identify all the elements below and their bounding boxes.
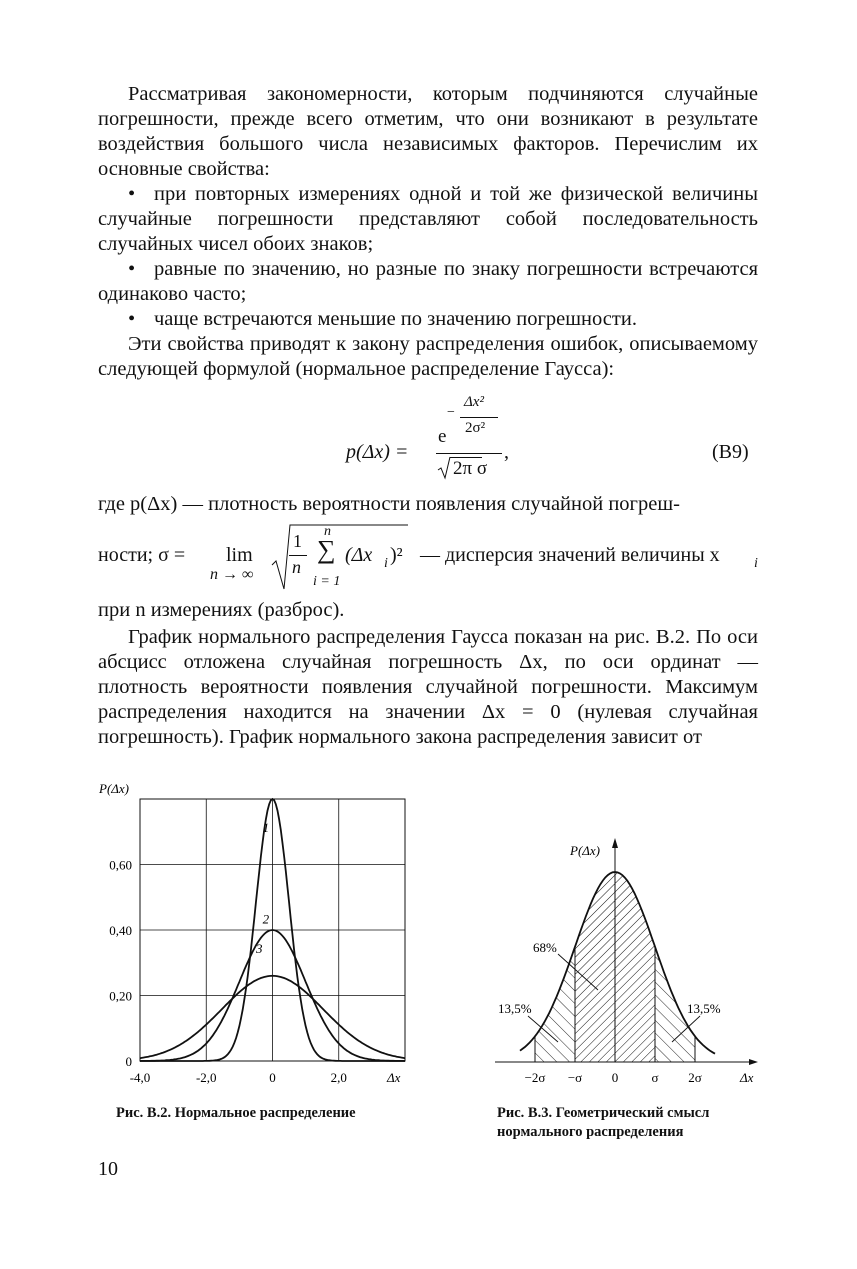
fig3-xticks [525, 1070, 702, 1085]
main-fraction-bar [436, 453, 502, 454]
fig2-ylabel: P(Δx) [99, 781, 129, 796]
fig2-xtick-label: -2,0 [195, 1070, 217, 1085]
fig2-ytick-label: 0 [125, 1054, 132, 1069]
formula-denominator: 2π σ [453, 458, 488, 479]
paragraph-2: Эти свойства приводят к закону распределения ошибок, описываемому следующей формулой (нормальное распределение Гаусса): [98, 333, 758, 380]
lim-label: lim [226, 544, 253, 566]
where-line-3: при n измерениях (разброс). [98, 599, 345, 621]
fig2-curve-label-3: 3 [255, 940, 263, 956]
fig2-yticks [109, 858, 132, 1070]
bullet-dot: • [128, 258, 136, 280]
bullet-text-2: равные по значению, но разные по знаку погрешности встречаются одинаково часто; [98, 258, 758, 305]
sum-sign: ∑ [317, 535, 336, 564]
bullet-item-3 [98, 307, 758, 332]
fig3-caption-line-1: Рис. В.3. Геометрический смысл [497, 1105, 710, 1121]
exp-base: e [438, 426, 447, 447]
where-line-2-end: — дисперсия значений величины x [420, 544, 720, 566]
fig3-xtick-label: σ [651, 1070, 659, 1085]
fig2-curve-label-1: 1 [262, 819, 270, 835]
bullet-item-1 [98, 182, 758, 257]
paragraph-3: График нормального распределения Гаусса показан на рис. В.2. По оси абсцисс отложена случайная погрешность Δx, по оси ординат — плотность вероятности появления случайной погрешности. Максимум распределения находится на значении Δx = 0 (нулевая случайная погрешность). График нормального закона распределения зависит от [98, 626, 758, 748]
where-line-1: где p(Δx) — плотность вероятности появления случайной погреш- [98, 493, 680, 515]
where-line-2-start: ности; σ = [98, 544, 186, 566]
bullet-item-2 [98, 257, 758, 307]
bullet-dot: • [128, 308, 136, 330]
fig3-caption-line-2: нормального распределения [497, 1124, 684, 1140]
fig2-xlabel: Δx [387, 1070, 401, 1085]
sum-top: n [324, 524, 331, 539]
exp-minus: − [447, 405, 455, 420]
fig3-y-arrow-icon [612, 838, 618, 848]
bullet-text-3: чаще встречаются меньшие по значению погрешности. [154, 308, 637, 330]
sum-bottom: i = 1 [313, 574, 341, 589]
sum-body-end: )² [390, 544, 403, 566]
fig3-xtick-label: −2σ [524, 1070, 546, 1085]
formula-lhs: p(Δx) = [346, 441, 409, 463]
exp-denominator: 2σ² [465, 420, 486, 436]
fig2-xtick-label: 2,0 [330, 1070, 347, 1085]
frac-bar [289, 555, 307, 556]
paragraph-1: Рассматривая закономерности, которым подчиняются случайные погрешности, прежде всего отметим, что они возникают в результате воздействия большого числа независимых факторов. Перечислим их основные свойства: [98, 83, 758, 180]
fig3-label-right: 13,5% [687, 1001, 721, 1016]
fig3-xlabel: Δx [740, 1070, 754, 1085]
exp-fraction-bar [460, 417, 498, 418]
figure-geometric-meaning [490, 830, 770, 1092]
sum-body: (Δx [345, 544, 373, 566]
exp-numerator: Δx² [464, 394, 484, 410]
figure-normal-distribution [95, 776, 425, 1088]
fig2-caption: Рис. В.2. Нормальное распределение [116, 1105, 356, 1121]
frac-numerator: 1 [293, 531, 302, 551]
lim-subscript: n → ∞ [210, 566, 254, 583]
fig3-xtick-label: 0 [611, 1070, 619, 1085]
fig3-label-left: 13,5% [498, 1001, 532, 1016]
fig3-xtick-label: −σ [567, 1070, 583, 1085]
fig3-xtick-label: 2σ [688, 1070, 702, 1085]
fig2-xticks [130, 1070, 347, 1085]
text-block-top [98, 82, 758, 382]
frac-denominator: n [292, 557, 301, 577]
fig2-ytick-label: 0,40 [109, 923, 132, 938]
sum-body-sub: i [384, 556, 388, 571]
sqrt-icon [437, 456, 451, 480]
formula-tag: (В9) [712, 441, 749, 463]
formula-comma: , [504, 441, 509, 463]
where-line-2-end-sub: i [754, 556, 758, 571]
text-block-bottom [98, 625, 758, 750]
fig3-label-center: 68% [533, 940, 557, 955]
fig2-xtick-label: -4,0 [129, 1070, 151, 1085]
bullet-dot: • [128, 183, 136, 205]
fig2-curve-label-2: 2 [262, 911, 270, 927]
fig2-ytick-label: 0,20 [109, 988, 132, 1004]
fig3-x-arrow-icon [749, 1059, 758, 1065]
bullet-text-1: при повторных измерениях одной и той же физической величины случайные погрешности представляют собой последовательность случайных чисел обоих знаков; [98, 183, 758, 255]
page-number: 10 [98, 1158, 118, 1180]
fig2-xtick-label: 0 [269, 1070, 276, 1085]
fig3-ylabel: P(Δx) [570, 843, 600, 858]
fig2-ytick-label: 0,60 [109, 857, 132, 873]
